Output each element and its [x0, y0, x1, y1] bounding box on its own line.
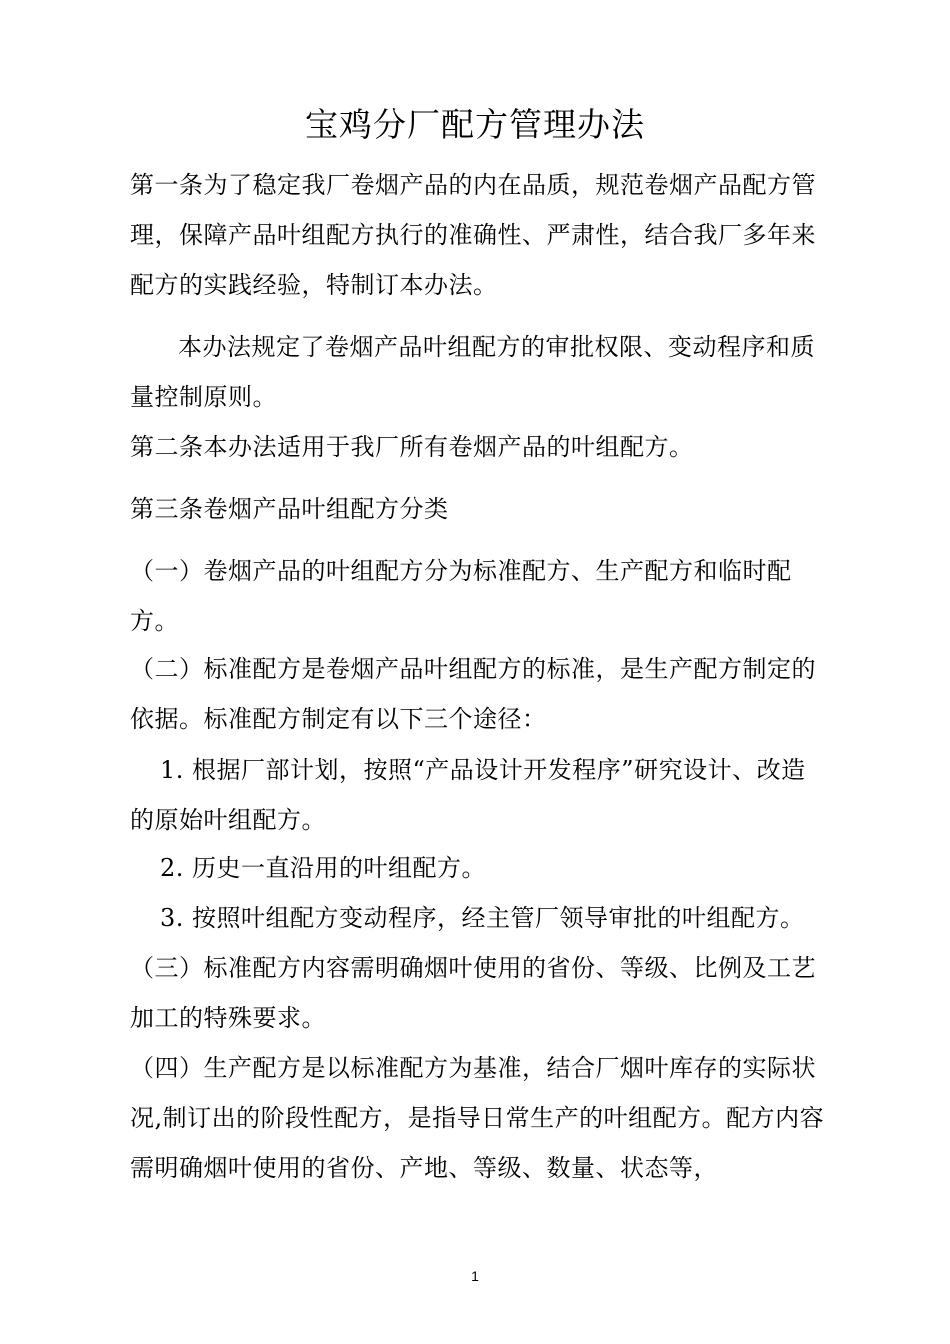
page-number: 1 — [471, 1268, 479, 1284]
document-title: 宝鸡分厂配方管理办法 — [305, 105, 645, 144]
paragraph-item-3: （三）标准配方内容需明确烟叶使用的省份、等级、比例及工艺加工的特殊要求。 — [130, 954, 816, 1032]
paragraph-subitem-1: 1. 根据厂部计划，按照“产品设计开发程序”研究设计、改造的原始叶组配方。 — [130, 756, 806, 834]
paragraph-article-1: 第一条为了稳定我厂卷烟产品的内在品质，规范卷烟产品配方管理，保障产品叶组配方执行的准确性、严肃性，结合我厂多年来配方的实践经验，特制订本办法。 — [130, 171, 816, 299]
paragraph-item-1: （一）卷烟产品的叶组配方分为标准配方、生产配方和临时配方。 — [130, 557, 792, 635]
paragraph-item-2: （二）标准配方是卷烟产品叶组配方的标准，是生产配方制定的依据。标准配方制定有以下三个途径： — [130, 655, 816, 733]
paragraph-article-3: 第三条卷烟产品叶组配方分类 — [130, 495, 449, 523]
paragraph-subitem-2: 2. 历史一直沿用的叶组配方。 — [160, 854, 487, 882]
paragraph-scope-description: 本办法规定了卷烟产品叶组配方的审批权限、变动程序和质量控制原则。 — [130, 333, 815, 411]
paragraph-article-2: 第二条本办法适用于我厂所有卷烟产品的叶组配方。 — [130, 433, 694, 461]
paragraph-item-4: （四）生产配方是以标准配方为基准，结合厂烟叶库存的实际状况,制订出的阶段性配方，是指导日常生产的叶组配方。配方内容需明确烟叶使用的省份、产地、等级、数量、状态等， — [130, 1054, 825, 1182]
paragraph-subitem-3: 3. 按照叶组配方变动程序，经主管厂领导审批的叶组配方。 — [160, 904, 805, 932]
